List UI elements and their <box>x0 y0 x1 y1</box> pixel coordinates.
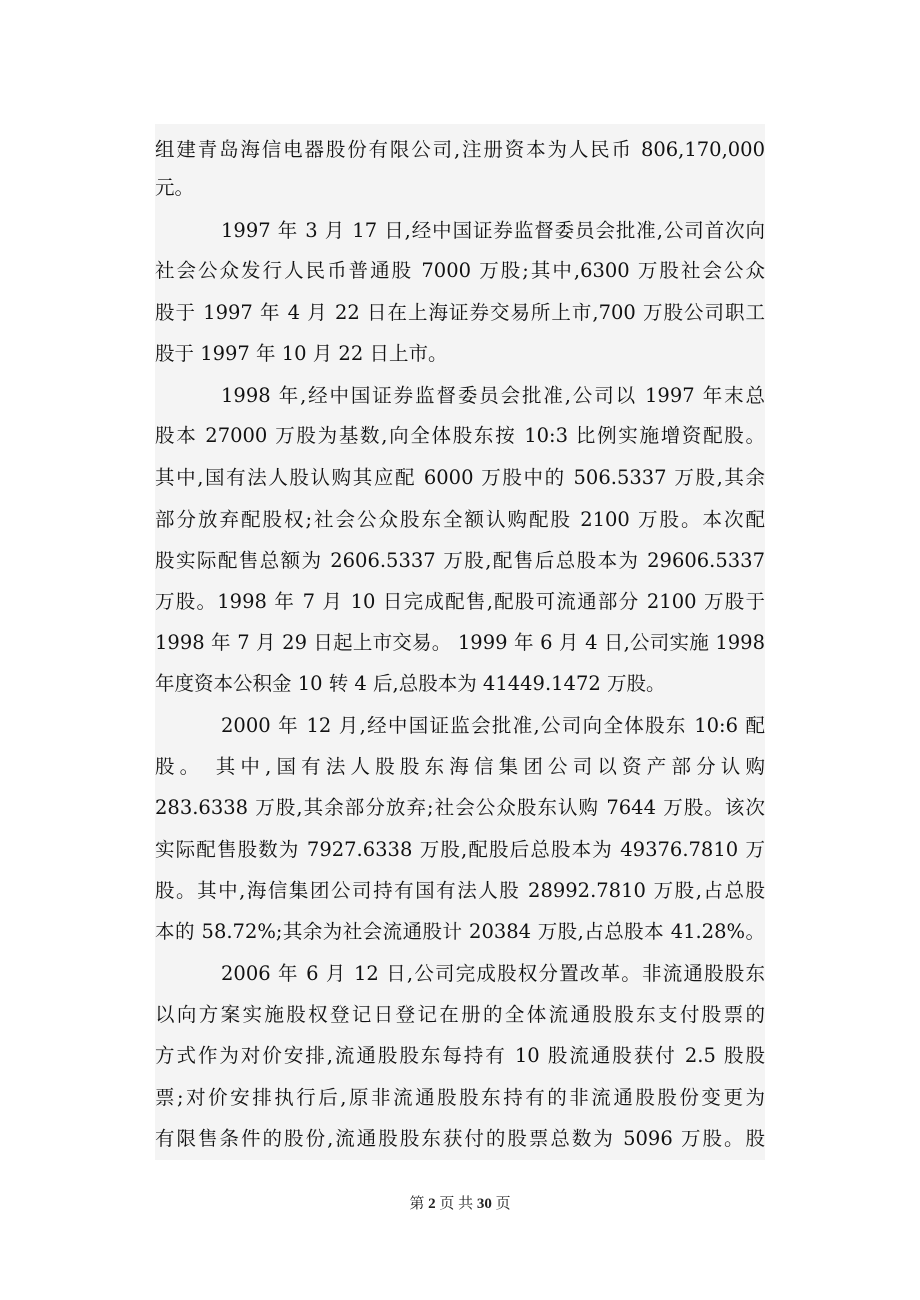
paragraph-line: 1998 年,经中国证券监督委员会批准,公司以 1997 年末总 <box>221 384 765 407</box>
paragraph-line: 以向方案实施股权登记日登记在册的全体流通股股东支付股票的 <box>155 1003 765 1026</box>
paragraph-line: 方式作为对价安排,流通股股东每持有 10 股流通股获付 2.5 股股 <box>155 1044 765 1067</box>
footer-suffix: 页 <box>495 1196 511 1212</box>
paragraph-line: 股。 其中,国有法人股股东海信集团公司以资产部分认购 <box>155 755 765 778</box>
paragraph-line: 283.6338 万股,其余部分放弃;社会公众股东认购 7644 万股。该次 <box>155 796 765 819</box>
paragraph-line: 部分放弃配股权;社会公众股东全额认购配股 2100 万股。本次配 <box>155 508 765 531</box>
paragraph-line: 股。其中,海信集团公司持有国有法人股 28992.7810 万股,占总股 <box>155 879 765 902</box>
document-body <box>155 124 765 1160</box>
total-page-number: 30 <box>476 1196 492 1212</box>
paragraph-line: 元。 <box>155 176 195 199</box>
paragraph-line: 2000 年 12 月,经中国证监会批准,公司向全体股东 10:6 配 <box>221 714 765 737</box>
current-page-number: 2 <box>428 1196 436 1212</box>
page-footer <box>0 1192 920 1213</box>
paragraph-line: 有限售条件的股份,流通股股东获付的股票总数为 5096 万股。股 <box>155 1127 765 1150</box>
paragraph-line: 股于 1997 年 4 月 22 日在上海证券交易所上市,700 万股公司职工 <box>155 301 765 324</box>
paragraph-line: 其中,国有法人股认购其应配 6000 万股中的 506.5337 万股,其余 <box>155 466 765 489</box>
paragraph-line: 股于 1997 年 10 月 22 日上市。 <box>155 342 448 365</box>
footer-middle: 页 共 <box>439 1196 474 1212</box>
paragraph-line: 年度资本公积金 10 转 4 后,总股本为 41449.1472 万股。 <box>155 672 666 695</box>
paragraph-line: 本的 58.72%;其余为社会流通股计 20384 万股,占总股本 41.28%。 <box>155 920 765 943</box>
paragraph-line: 万股。1998 年 7 月 10 日完成配售,配股可流通部分 2100 万股于 <box>155 590 765 613</box>
paragraph-line: 1998 年 7 月 29 日起上市交易。 1999 年 6 月 4 日,公司实施 1998 <box>155 631 765 654</box>
paragraph-line: 1997 年 3 月 17 日,经中国证券监督委员会批准,公司首次向 <box>221 219 765 242</box>
paragraph-line: 股本 27000 万股为基数,向全体股东按 10:3 比例实施增资配股。 <box>155 424 765 447</box>
paragraph-line: 股实际配售总额为 2606.5337 万股,配售后总股本为 29606.5337 <box>155 549 765 572</box>
footer-prefix: 第 <box>409 1196 425 1212</box>
paragraph-line: 2006 年 6 月 12 日,公司完成股权分置改革。非流通股股东 <box>221 962 765 985</box>
paragraph-line: 社会公众发行人民币普通股 7000 万股;其中,6300 万股社会公众 <box>155 259 765 282</box>
paragraph-line: 组建青岛海信电器股份有限公司,注册资本为人民币 806,170,000 <box>155 138 765 161</box>
paragraph-line: 票;对价安排执行后,原非流通股股东持有的非流通股股份变更为 <box>155 1086 765 1109</box>
paragraph-line: 实际配售股数为 7927.6338 万股,配股后总股本为 49376.7810 万 <box>155 838 765 861</box>
